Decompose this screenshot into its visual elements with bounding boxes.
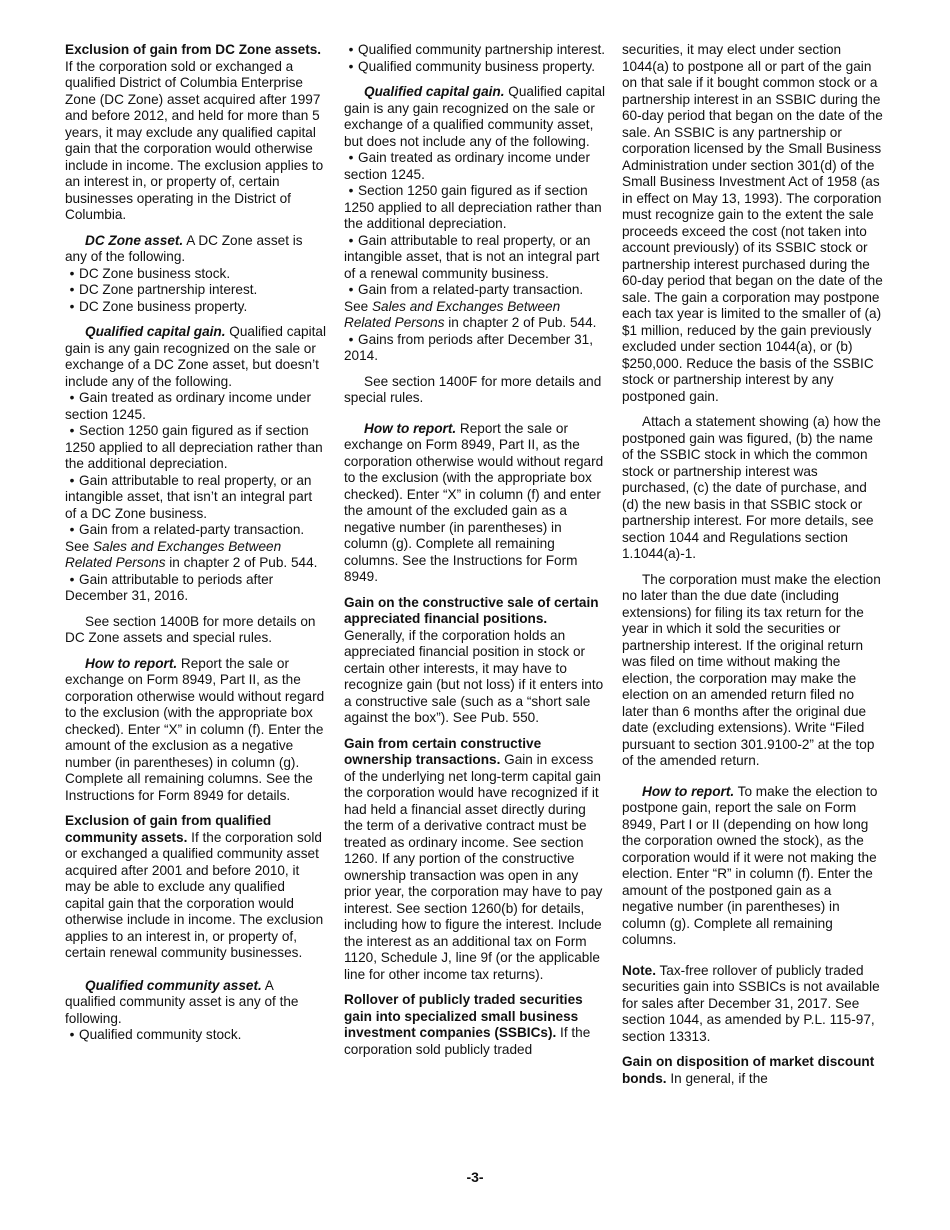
heading-how-to-report-community: How to report.	[364, 420, 457, 436]
heading-qualified-community-asset: Qualified community asset.	[85, 977, 262, 993]
list-item: • Gain treated as ordinary income under section 1245.	[344, 150, 590, 182]
text-how-to-report-community: Report the sale or exchange on Form 8949, Part II, as the corporation otherwise would without regard to the exclusion (with the appropriate box checked). Enter “X” in column (f) and enter the amount of the excluded gain as a negative number (in parentheses) in column (g). Complete all remaining columns. See the Instructions for Form 8949.	[344, 420, 604, 584]
list-item: • Gain treated as ordinary income under section 1245.	[65, 390, 311, 422]
paragraph-market-discount-bonds	[622, 1054, 884, 1087]
list-item: • DC Zone business property.	[69, 298, 248, 314]
list-item: • Section 1250 gain figured as if section 1250 applied to all depreciation rather than the additional depreciation.	[65, 423, 323, 471]
heading-how-to-report-ssbic: How to report.	[642, 783, 735, 799]
paragraph-election-deadline: The corporation must make the election no later than the due date (including extensions) for filing its tax return for the year in which it sold the securities or partnership interest. If the original return was filed on time without making the election, the corporation may make the election on an amended return filed no later than 6 months after the original due date (excluding extensions). Write “Filed pursuant to section 301.9100-2” at the top of the amended return.	[622, 571, 881, 768]
list-item-text: Gain treated as ordinary income under section 1245.	[344, 150, 590, 182]
list-item: • Gain attributable to real property, or an intangible asset, that is not an integral part of a renewal community business.	[344, 232, 600, 281]
column-1	[65, 42, 327, 1053]
column-3	[622, 42, 884, 1096]
list-item-text: DC Zone business property.	[79, 298, 248, 314]
heading-qualified-capital-gain-community: Qualified capital gain.	[364, 84, 505, 99]
text-qualified-capital-gain-community: Qualified capital gain is any gain recognized on the sale or exchange of a qualified community asset, but does not include any of the following.	[344, 84, 605, 149]
paragraph-dc-zone-asset	[65, 233, 327, 266]
paragraph-qualified-community-asset	[65, 978, 327, 1028]
paragraph-section-1400f: See section 1400F for more details and special rules.	[344, 373, 602, 405]
text-dc-zone-exclusion: If the corporation sold or exchanged a qualified District of Columbia Enterprise Zone (DC Zone) asset acquired after 1997 and before 2012, and held for more than 5 years, it may exclude any qualified capital gain that the corporation would otherwise include in income. The exclusion applies to an interest in, or property of, certain businesses operating in the District of Columbia.	[65, 58, 324, 222]
paragraph-constructive-sale	[344, 595, 606, 727]
paragraph-qualified-capital-gain-dc	[65, 324, 327, 390]
paragraph-ssbic-election: securities, it may elect under section 1044(a) to postpone all or part of the gain on that sale if it bought common stock or a partnership interest in an SSBIC during the 60-day period that began on the date of the sale. An SSBIC is any partnership or corporation licensed by the Small Business Administration under section 301(d) of the Small Business Investment Act of 1958 (as in effect on May 13, 1993). The corporation must recognize gain to the extent the sale proceeds exceed the cost (not taken into account previously) of its SSBIC stock or partnership interest purchased during the 60-day period that began on the date of the sale. The gain a corporation may postpone each tax year is limited to the smaller of (a) $1 million, reduced by the gain previously excluded under section 1044(a), or (b) $250,000. Reduce the basis of the SSBIC stock or partnership interest by any postponed gain.	[622, 42, 883, 404]
list-item-text: Qualified community partnership interest.	[358, 42, 606, 57]
column-2	[344, 42, 606, 1067]
list-item-text: Gain from a related-party transaction. See	[344, 282, 584, 314]
paragraph-how-to-report-community	[344, 421, 606, 586]
list-item-text: Qualified community business property.	[358, 58, 595, 74]
paragraph-how-to-report-ssbic	[622, 784, 884, 949]
list-item: • Gain attributable to periods after December 31, 2016.	[65, 571, 274, 603]
page-number: -3-	[466, 1169, 484, 1185]
heading-constructive-ownership: Gain from certain constructive ownership transactions.	[344, 735, 542, 767]
text-constructive-ownership: Gain in excess of the underlying net long-term capital gain the corporation would have recognized if it had held a financial asset directly during the term of a derivative contract must be treated as ordinary income. See section 1260. If any portion of the constructive ownership transaction was open in any prior year, the corporation may have to pay interest. See section 1260(b) for details, including how to figure the interest. Include the interest as an additional tax on Form 1120, Schedule J, line 9f (or the applicable line for other income tax returns).	[344, 752, 603, 982]
text-market-discount-bonds: In general, if the	[666, 1070, 768, 1086]
heading-ssbic-rollover: Rollover of publicly traded securities gain into specialized small business investment companies (SSBICs).	[344, 992, 583, 1040]
text-qualified-capital-gain-dc: Qualified capital gain is any gain recognized on the sale or exchange of a DC Zone asset, but doesn’t include any of the following.	[65, 324, 326, 389]
list-item-text: Gain attributable to real property, or an intangible asset, that isn’t an integral part of a DC Zone business.	[65, 472, 313, 521]
dc-gain-exclusions-list	[65, 390, 327, 605]
list-item: • Qualified community business property.	[348, 58, 595, 74]
related-persons-reference: Sales and Exchanges Between Related Persons	[344, 298, 561, 330]
paragraph-attach-statement: Attach a statement showing (a) how the postponed gain was figured, (b) the name of the SSBIC stock in which the common stock or partnership interest was purchased, (c) the date of purchase, and (d) the new basis in that SSBIC stock or partnership interest. For more details, see section 1044 and Regulations section 1.1044(a)-1.	[622, 414, 881, 561]
list-item-text: Gain from a related-party transaction. See	[65, 522, 305, 554]
heading-how-to-report-dc: How to report.	[85, 655, 178, 671]
heading-dc-zone-exclusion: Exclusion of gain from DC Zone assets.	[65, 42, 322, 57]
list-item: • Qualified community partnership interest.	[348, 42, 606, 57]
list-item-text: Qualified community stock.	[79, 1027, 242, 1042]
heading-community-assets-exclusion: Exclusion of gain from qualified community assets.	[65, 813, 272, 845]
list-item-text: Gain treated as ordinary income under section 1245.	[65, 390, 311, 422]
paragraph-constructive-ownership	[344, 736, 606, 984]
heading-dc-zone-asset: DC Zone asset.	[85, 232, 184, 248]
heading-constructive-sale: Gain on the constructive sale of certain appreciated financial positions.	[344, 594, 599, 626]
paragraph-ssbic-rollover	[344, 992, 606, 1058]
list-item: • Gains from periods after December 31, 2014.	[344, 331, 593, 363]
list-item: • Qualified community stock.	[69, 1027, 242, 1042]
list-item-text: in chapter 2 of Pub. 544.	[165, 555, 318, 570]
list-item: • DC Zone partnership interest.	[69, 282, 258, 297]
heading-market-discount-bonds: Gain on disposition of market discount bonds.	[622, 1054, 875, 1086]
community-asset-list	[65, 1027, 327, 1044]
text-note: Tax-free rollover of publicly traded securities gain into SSBICs is not available for sales after December 31, 2017. See section 1044, as amended by P.L. 115-97, section 13313.	[622, 962, 880, 1044]
list-item-text: DC Zone business stock.	[79, 265, 231, 281]
list-item: • Section 1250 gain figured as if section 1250 applied to all depreciation rather than the additional depreciation.	[344, 183, 602, 231]
list-item: • Gain from a related-party transaction. See Sales and Exchanges Between Related Persons in chapter 2 of Pub. 544.	[65, 522, 318, 570]
paragraph-note	[622, 963, 884, 1046]
list-item-text: in chapter 2 of Pub. 544.	[444, 315, 597, 330]
text-how-to-report-dc: Report the sale or exchange on Form 8949, Part II, as the corporation otherwise would without regard to the exclusion (with the appropriate box checked). Enter “X” in column (f). Enter the amount of the exclusion as a negative number (in parentheses) in column (g). Complete all remaining columns. See the Instructions for Form 8949 for details.	[65, 655, 325, 803]
list-item-text: Gain attributable to real property, or an intangible asset, that is not an integral part of a renewal community business.	[344, 232, 600, 281]
paragraph-dc-zone-exclusion	[65, 42, 327, 224]
heading-note: Note.	[622, 962, 656, 978]
text-qualified-community-asset: A qualified community asset is any of the following.	[65, 977, 299, 1026]
list-item-text: DC Zone partnership interest.	[79, 282, 258, 297]
community-gain-exclusions-list	[344, 150, 606, 365]
related-persons-reference: Sales and Exchanges Between Related Persons	[65, 538, 282, 570]
list-item-text: Gains from periods after December 31, 2014.	[344, 331, 593, 363]
text-constructive-sale: Generally, if the corporation holds an appreciated financial position in stock or certain other interests, it may have to recognize gain (but not loss) if it enters into a constructive sale (such as a “short sale against the box”). See Pub. 550.	[344, 627, 604, 725]
text-dc-zone-asset: A DC Zone asset is any of the following.	[65, 232, 303, 264]
text-how-to-report-ssbic: To make the election to postpone gain, report the sale on Form 8949, Part I or II (depending on how long the corporation owned the stock), as the corporation would if it were not making the election. Enter “R” in column (f). Enter the amount of the postponed gain as a negative number (in parentheses) in column (g). Complete all remaining columns.	[622, 783, 878, 947]
paragraph-community-assets-exclusion	[65, 813, 327, 962]
text-community-assets-exclusion: If the corporation sold or exchanged a qualified community asset acquired after 2001 and before 2010, it may be able to exclude any qualified capital gain that the corporation would otherwise include in income. The exclusion applies to an interest in, or property of, certain renewal community businesses.	[65, 829, 324, 960]
text-ssbic-rollover: If the corporation sold publicly traded	[344, 1025, 591, 1057]
list-item: • DC Zone business stock.	[69, 265, 231, 281]
list-item: • Gain attributable to real property, or an intangible asset, that isn’t an integral part of a DC Zone business.	[65, 472, 313, 521]
paragraph-how-to-report-dc	[65, 656, 327, 805]
community-asset-list-continued	[344, 42, 606, 75]
list-item-text: Section 1250 gain figured as if section 1250 applied to all depreciation rather than the additional depreciation.	[344, 183, 602, 231]
list-item-text: Gain attributable to periods after December 31, 2016.	[65, 571, 274, 603]
dc-zone-asset-list	[65, 266, 327, 316]
paragraph-section-1400b: See section 1400B for more details on DC Zone assets and special rules.	[65, 613, 316, 645]
list-item-text: Section 1250 gain figured as if section 1250 applied to all depreciation rather than the additional depreciation.	[65, 423, 323, 471]
heading-qualified-capital-gain-dc: Qualified capital gain.	[85, 324, 226, 339]
paragraph-qualified-capital-gain-community	[344, 84, 606, 150]
list-item: • Gain from a related-party transaction. See Sales and Exchanges Between Related Persons in chapter 2 of Pub. 544.	[344, 282, 597, 330]
